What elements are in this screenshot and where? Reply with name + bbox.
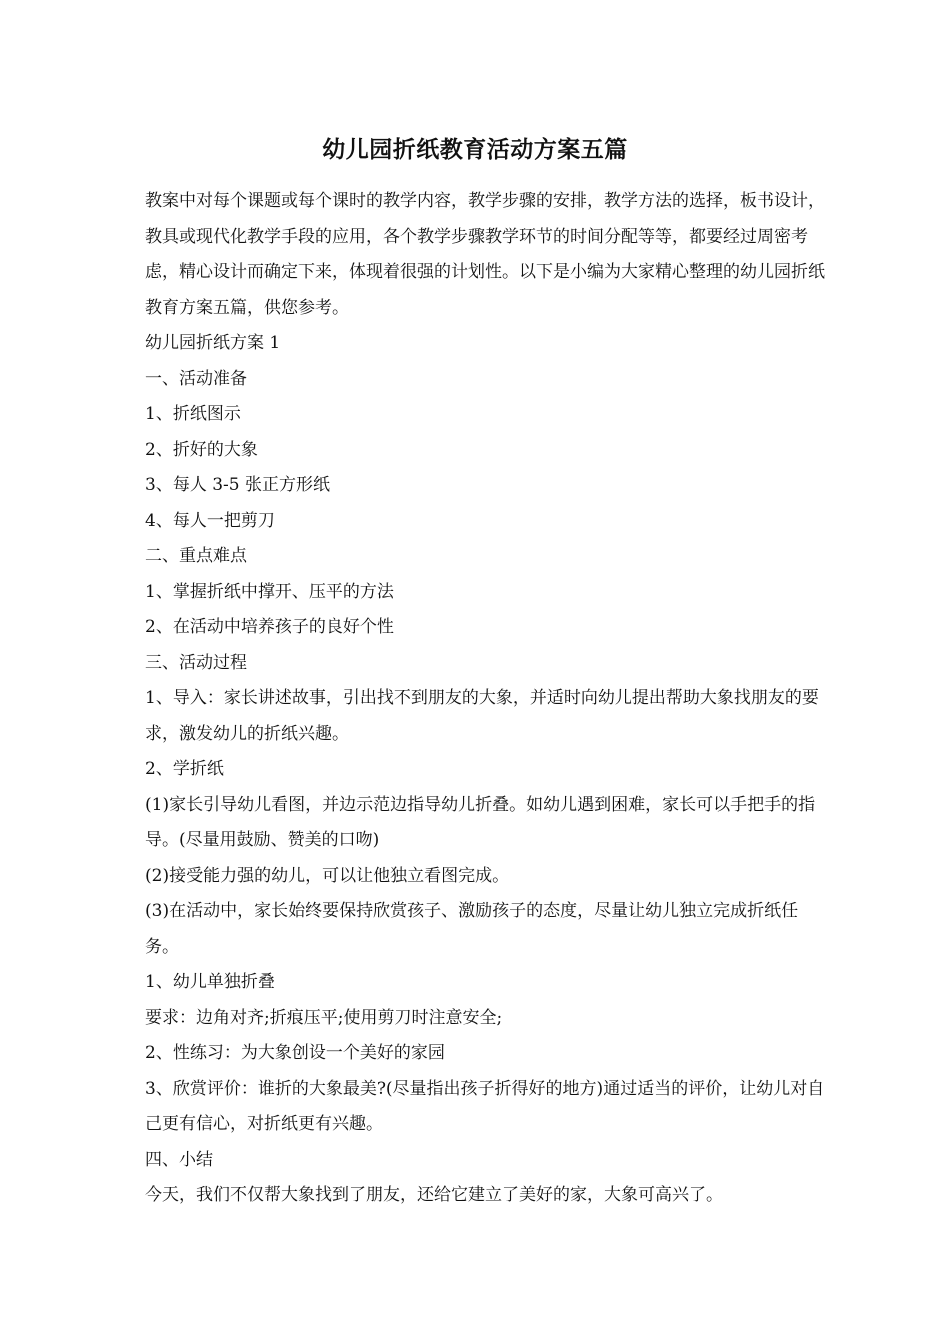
section-heading: 三、活动过程 bbox=[145, 652, 247, 673]
document-title: 幼儿园折纸教育活动方案五篇 bbox=[322, 136, 628, 163]
list-item: (3)在活动中，家长始终要保持欣赏孩子、激励孩子的态度，尽量让幼儿独立完成折纸任务。 bbox=[145, 901, 799, 957]
plan-heading: 幼儿园折纸方案 1 bbox=[145, 333, 281, 353]
section-heading: 一、活动准备 bbox=[145, 368, 247, 389]
list-item: 要求：边角对齐;折痕压平;使用剪刀时注意安全; bbox=[145, 1007, 503, 1028]
section-heading: 四、小结 bbox=[145, 1149, 213, 1170]
list-item: 1、导入：家长讲述故事，引出找不到朋友的大象，并适时向幼儿提出帮助大象找朋友的要求，激发幼儿的折纸兴趣。 bbox=[145, 688, 819, 744]
document-body bbox=[145, 184, 825, 1214]
list-item: 1、掌握折纸中撑开、压平的方法 bbox=[145, 581, 394, 602]
list-item: (2)接受能力强的幼儿，可以让他独立看图完成。 bbox=[145, 865, 510, 886]
list-item: 3、每人 3-5 张正方形纸 bbox=[145, 475, 330, 495]
list-item: 1、折纸图示 bbox=[145, 404, 241, 424]
list-item: 4、每人一把剪刀 bbox=[145, 510, 275, 531]
list-item: 2、学折纸 bbox=[145, 759, 224, 779]
list-item: 2、在活动中培养孩子的良好个性 bbox=[145, 617, 394, 637]
list-item: 3、欣赏评价：谁折的大象最美?(尽量指出孩子折得好的地方)通过适当的评价，让幼儿对自己更有信心，对折纸更有兴趣。 bbox=[145, 1078, 825, 1134]
list-item: (1)家长引导幼儿看图，并边示范边指导幼儿折叠。如幼儿遇到困难，家长可以手把手的指导。(尽量用鼓励、赞美的口吻) bbox=[145, 794, 816, 850]
intro-paragraph: 教案中对每个课题或每个课时的教学内容，教学步骤的安排，教学方法的选择，板书设计，教具或现代化教学手段的应用，各个教学步骤教学环节的时间分配等等，都要经过周密考虑，精心设计而确定下来，体现着很强的计划性。以下是小编为大家精心整理的幼儿园折纸教育方案五篇，供您参考。 bbox=[145, 191, 825, 318]
list-item: 1、幼儿单独折叠 bbox=[145, 972, 275, 992]
section-heading: 二、重点难点 bbox=[145, 546, 247, 566]
list-item: 2、折好的大象 bbox=[145, 439, 258, 460]
list-item: 2、性练习：为大象创设一个美好的家园 bbox=[145, 1043, 445, 1063]
summary-paragraph: 今天，我们不仅帮大象找到了朋友，还给它建立了美好的家，大象可高兴了。 bbox=[145, 1185, 723, 1205]
